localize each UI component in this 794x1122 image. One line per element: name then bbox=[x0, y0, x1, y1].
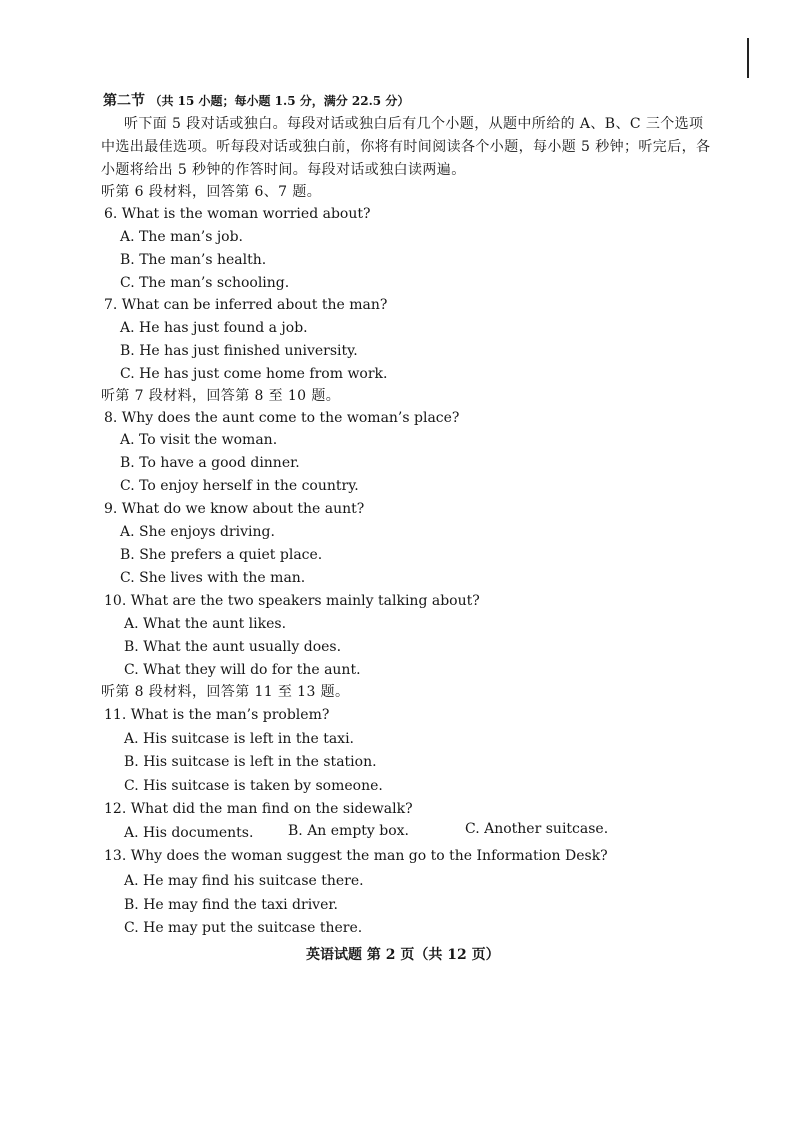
answer-option: A. What the aunt likes. bbox=[124, 616, 287, 632]
answer-option: B. He may find the taxi driver. bbox=[124, 897, 338, 913]
instruction-line-2: 中选出最佳选项。听每段对话或独白前，你将有时间阅读各个小题，每小题 5 秒钟；听完后，各 bbox=[101, 139, 711, 155]
instruction-line-1: 听下面 5 段对话或独白。每段对话或独白后有几个小题，从题中所给的 A、B、C 三个选项 bbox=[124, 116, 704, 132]
answer-option: C. His suitcase is taken by someone. bbox=[124, 778, 383, 794]
answer-option: C. What they will do for the aunt. bbox=[124, 662, 361, 678]
answer-option: A. The man’s job. bbox=[120, 229, 244, 245]
group-header: 听第 6 段材料，回答第 6、7 题。 bbox=[101, 184, 322, 200]
question-stem: 9. What do we know about the aunt? bbox=[104, 501, 365, 517]
answer-option: C. She lives with the man. bbox=[120, 570, 306, 586]
answer-option: B. What the aunt usually does. bbox=[124, 639, 342, 655]
section-title: 第二节 bbox=[103, 93, 145, 109]
answer-option: A. She enjoys driving. bbox=[120, 524, 275, 540]
question-stem: 7. What can be inferred about the man? bbox=[104, 297, 388, 313]
question-stem: 8. Why does the aunt come to the woman’s place? bbox=[104, 410, 460, 426]
answer-option: B. The man’s health. bbox=[120, 252, 267, 268]
answer-option: A. His documents. bbox=[124, 825, 254, 841]
section-meta: （共 15 小题；每小题 1.5 分，满分 22.5 分） bbox=[149, 94, 410, 108]
answer-option: C. He has just come home from work. bbox=[120, 366, 388, 382]
answer-option: A. He may find his suitcase there. bbox=[124, 873, 364, 889]
question-stem: 13. Why does the woman suggest the man go to the Information Desk? bbox=[104, 848, 608, 864]
answer-option: C. Another suitcase. bbox=[465, 821, 609, 837]
answer-option: B. She prefers a quiet place. bbox=[120, 547, 323, 563]
group-header: 听第 8 段材料，回答第 11 至 13 题。 bbox=[101, 684, 350, 700]
question-stem: 11. What is the man’s problem? bbox=[104, 707, 330, 723]
question-stem: 10. What are the two speakers mainly talking about? bbox=[104, 593, 480, 609]
section-header bbox=[103, 92, 409, 110]
question-stem: 6. What is the woman worried about? bbox=[104, 206, 371, 222]
margin-mark bbox=[747, 38, 749, 78]
page-footer: 英语试题 第 2 页（共 12 页） bbox=[306, 947, 500, 963]
question-stem: 12. What did the man find on the sidewalk? bbox=[104, 801, 413, 817]
answer-option: C. To enjoy herself in the country. bbox=[120, 478, 359, 494]
answer-option: C. He may put the suitcase there. bbox=[124, 920, 363, 936]
group-header: 听第 7 段材料，回答第 8 至 10 题。 bbox=[101, 388, 341, 404]
answer-option: A. His suitcase is left in the taxi. bbox=[124, 731, 354, 747]
instruction-line-3: 小题将给出 5 秒钟的作答时间。每段对话或独白读两遍。 bbox=[101, 162, 466, 178]
answer-option: A. He has just found a job. bbox=[120, 320, 308, 336]
answer-option: B. To have a good dinner. bbox=[120, 455, 300, 471]
answer-option: B. His suitcase is left in the station. bbox=[124, 754, 377, 770]
answer-option: C. The man’s schooling. bbox=[120, 275, 290, 291]
answer-option: A. To visit the woman. bbox=[120, 432, 278, 448]
answer-option: B. An empty box. bbox=[288, 823, 410, 839]
answer-option: B. He has just finished university. bbox=[120, 343, 358, 359]
